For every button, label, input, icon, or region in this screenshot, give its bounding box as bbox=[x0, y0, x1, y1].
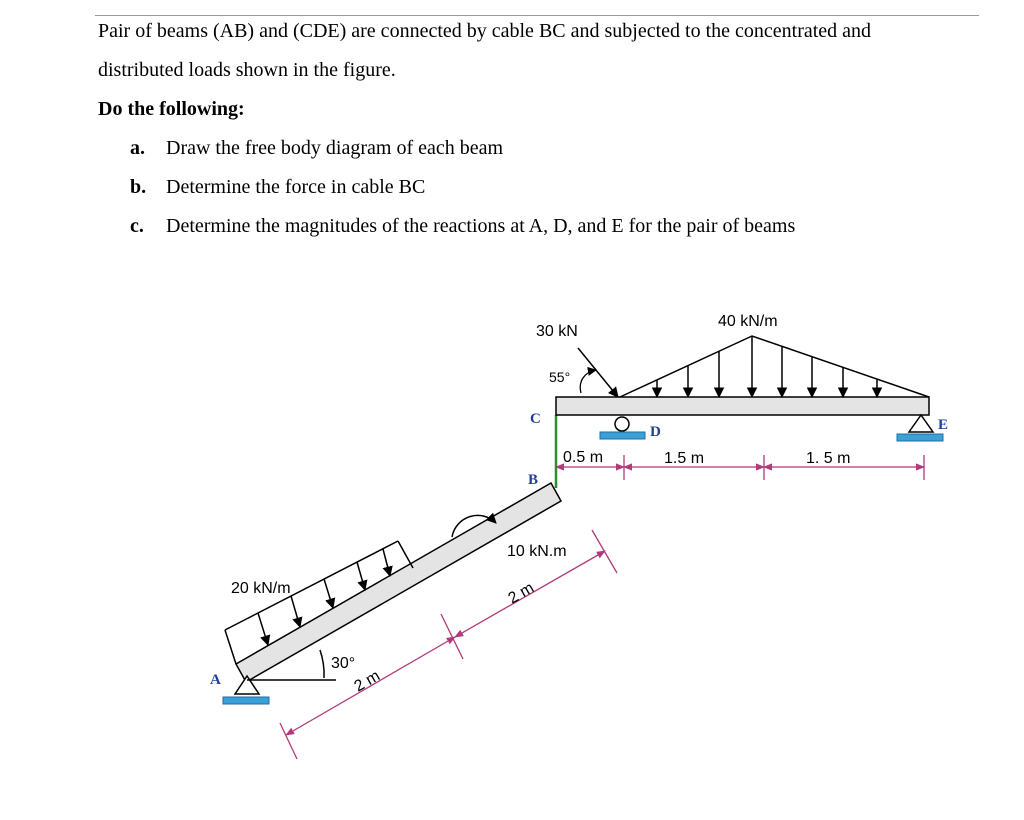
task-item-letter: c. bbox=[130, 215, 144, 237]
label-triangular: 40 kN/m bbox=[718, 313, 778, 330]
beam-cde bbox=[556, 397, 929, 415]
concentrated-load-arrow bbox=[578, 348, 618, 397]
label-point-a: A bbox=[210, 672, 221, 688]
label-angle-55: 55° bbox=[549, 369, 571, 385]
instruction-heading: Do the following: bbox=[98, 98, 245, 120]
label-dim-de-left: 1.5 m bbox=[664, 450, 705, 467]
task-item-text: Determine the force in cable BC bbox=[166, 176, 426, 198]
label-dim-ab-upper: 2 m bbox=[505, 579, 538, 608]
label-angle-30: 30° bbox=[331, 655, 356, 672]
task-item-text: Determine the magnitudes of the reactions at A, D, and E for the pair of beams bbox=[166, 215, 796, 237]
label-moment: 10 kN.m bbox=[507, 543, 567, 560]
roller-support-d bbox=[600, 417, 645, 439]
label-point-d: D bbox=[650, 424, 661, 440]
task-item-text: Draw the free body diagram of each beam bbox=[166, 137, 504, 159]
problem-intro-line2: distributed loads shown in the figure. bbox=[98, 59, 396, 81]
label-dim-de-right: 1. 5 m bbox=[806, 450, 851, 467]
label-distributed-ab: 20 kN/m bbox=[231, 580, 291, 597]
label-point-c: C bbox=[530, 411, 541, 427]
pin-support-e bbox=[897, 415, 943, 441]
label-point-e: E bbox=[938, 417, 949, 433]
task-item-letter: b. bbox=[130, 176, 147, 198]
angle-55-marker bbox=[580, 370, 596, 393]
label-concentrated: 30 kN bbox=[536, 323, 578, 340]
horizontal-dimensions bbox=[556, 455, 924, 480]
label-dim-ab-lower: 2 m bbox=[351, 667, 384, 696]
label-dim-cd: 0.5 m bbox=[563, 449, 604, 466]
problem-intro-line1: Pair of beams (AB) and (CDE) are connected by cable BC and subjected to the concentrated and bbox=[98, 20, 872, 42]
triangular-load bbox=[620, 336, 929, 397]
task-item-letter: a. bbox=[130, 137, 145, 159]
label-point-b: B bbox=[528, 472, 539, 488]
